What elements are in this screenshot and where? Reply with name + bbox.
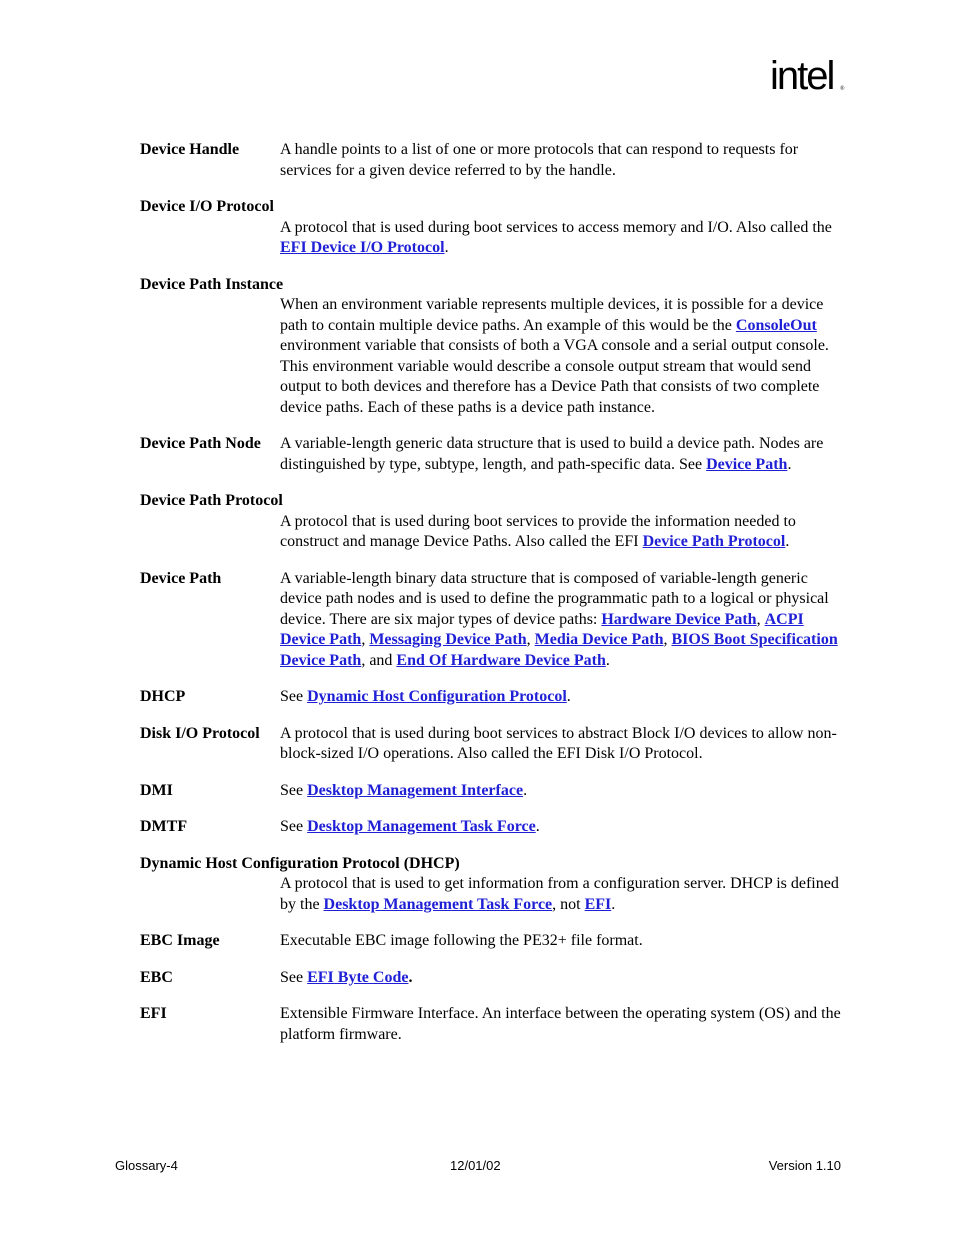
definition-text: , and xyxy=(361,651,397,669)
definition-text: . xyxy=(444,239,449,256)
definition-text: . xyxy=(611,895,616,913)
glossary-entry xyxy=(140,781,845,802)
definition-text: See xyxy=(280,688,308,705)
glossary-term: Device Path Node xyxy=(140,435,261,452)
glossary-entry xyxy=(140,275,845,419)
glossary-term: Device Path xyxy=(140,569,222,587)
glossary-entry xyxy=(140,569,845,672)
cross-reference-link[interactable]: Messaging Device Path xyxy=(369,631,527,648)
definition-text: A variable-length binary data structure that is composed of variable-length generic device path nodes and is used to define the programmatic path to a logical or physical device. There are six major types of device paths: xyxy=(280,569,829,628)
cross-reference-link[interactable]: Desktop Management Interface xyxy=(307,781,524,799)
definition-text: , xyxy=(663,631,672,648)
glossary-term: EBC xyxy=(140,968,173,986)
glossary-term: Device I/O Protocol xyxy=(140,198,274,215)
definition-text: . xyxy=(787,455,792,473)
definition-text: A protocol that is used during boot services to provide the information needed to construct and manage Device Paths. Also called the EFI xyxy=(280,512,796,550)
glossary-entry xyxy=(140,854,845,916)
glossary-entry xyxy=(140,1004,845,1045)
definition-text: . xyxy=(523,781,528,799)
glossary-term: DHCP xyxy=(140,688,186,705)
definition-text: , xyxy=(361,631,370,648)
glossary-definition xyxy=(280,724,845,765)
cross-reference-link[interactable]: Media Device Path xyxy=(534,631,664,648)
glossary-definition xyxy=(280,218,845,259)
footer-date: 12/01/02 xyxy=(450,1158,501,1173)
definition-text: , not xyxy=(552,895,585,913)
glossary-definition xyxy=(280,569,845,672)
cross-reference-link[interactable]: Device Path Protocol xyxy=(642,533,786,550)
glossary-entry xyxy=(140,817,845,838)
cross-reference-link[interactable]: Desktop Management Task Force xyxy=(323,895,553,913)
definition-text: . xyxy=(408,968,413,986)
definition-text: . xyxy=(535,818,540,835)
glossary-term: DMTF xyxy=(140,818,188,835)
glossary-definition xyxy=(280,781,845,802)
definition-text: A protocol that is used during boot services to abstract Block I/O devices to allow non-block-sized I/O operations. Also called the EFI Disk I/O Protocol. xyxy=(280,724,837,762)
glossary-definition xyxy=(280,1004,845,1045)
cross-reference-link[interactable]: ACPI Device Path xyxy=(280,610,804,648)
registered-mark: ® xyxy=(840,86,845,92)
definition-text: See xyxy=(280,968,308,986)
cross-reference-link[interactable]: EFI Byte Code xyxy=(307,968,409,986)
cross-reference-link[interactable]: Desktop Management Task Force xyxy=(307,818,536,835)
glossary-term: EFI xyxy=(140,1005,167,1022)
definition-text: . xyxy=(785,533,790,550)
cross-reference-link[interactable]: EFI xyxy=(584,895,612,913)
cross-reference-link[interactable]: ConsoleOut xyxy=(735,316,817,334)
glossary-definition xyxy=(280,687,845,708)
definition-text: , xyxy=(756,610,765,628)
cross-reference-link[interactable]: EFI Device I/O Protocol xyxy=(280,239,445,256)
definition-text: . xyxy=(566,688,571,705)
glossary-entry xyxy=(140,197,845,259)
definition-text: A handle points to a list of one or more protocols that can respond to requests for services for a given device referred to by the handle. xyxy=(280,141,799,179)
glossary-term: EBC Image xyxy=(140,932,220,949)
definition-text: Extensible Firmware Interface. An interface between the operating system (OS) and the platform firmware. xyxy=(280,1005,841,1043)
cross-reference-link[interactable]: Device Path xyxy=(706,455,788,473)
cross-reference-link[interactable]: Hardware Device Path xyxy=(601,610,757,628)
definition-text: A protocol that is used to get information from a configuration server. DHCP is defined by the xyxy=(280,875,839,913)
cross-reference-link[interactable]: BIOS Boot Specification Device Path xyxy=(280,631,838,669)
glossary-entry xyxy=(140,434,845,475)
intel-logo xyxy=(770,56,850,106)
glossary-term: DMI xyxy=(140,781,173,799)
definition-text: . xyxy=(605,651,610,669)
definition-text: A protocol that is used during boot services to access memory and I/O. Also called the xyxy=(280,218,832,236)
cross-reference-link[interactable]: Dynamic Host Configuration Protocol xyxy=(307,688,567,705)
glossary-definition xyxy=(280,140,845,181)
definition-text: , xyxy=(526,631,535,648)
glossary-definition xyxy=(280,434,845,475)
glossary-term: Device Path Instance xyxy=(140,275,284,293)
logo-text: intel xyxy=(770,54,834,98)
glossary-entry xyxy=(140,140,845,181)
glossary-definition xyxy=(280,817,845,838)
glossary-entry xyxy=(140,491,845,553)
glossary-definition xyxy=(280,931,845,952)
glossary-entry xyxy=(140,931,845,952)
glossary-entry xyxy=(140,687,845,708)
definition-text: environment variable that consists of both a VGA console and a serial output console. This environment variable would describe a console output stream that would send output to both devices and therefore has a Device Path that consists of two complete device paths. Each of these paths is a device path instance. xyxy=(280,337,829,416)
footer-page-label: Glossary-4 xyxy=(115,1158,178,1173)
definition-text: See xyxy=(280,818,308,835)
glossary-term: Device Handle xyxy=(140,141,240,158)
definition-text: A variable-length generic data structure that is used to build a device path. Nodes are distinguished by type, subtype, length, and path-specific data. See xyxy=(280,435,824,473)
footer-version: Version 1.10 xyxy=(768,1158,841,1173)
glossary-entry xyxy=(140,968,845,989)
glossary-definition xyxy=(280,874,845,915)
glossary-entries xyxy=(140,140,845,1061)
glossary-term: Device Path Protocol xyxy=(140,492,283,509)
definition-text: See xyxy=(280,781,308,799)
glossary-definition xyxy=(280,295,845,418)
definition-text: When an environment variable represents multiple devices, it is possible for a device path to contain multiple device paths. An example of this would be the xyxy=(280,296,824,334)
glossary-definition xyxy=(280,512,845,553)
cross-reference-link[interactable]: End Of Hardware Device Path xyxy=(396,651,606,669)
glossary-term: Disk I/O Protocol xyxy=(140,724,260,742)
definition-text: Executable EBC image following the PE32+ file format. xyxy=(280,932,643,949)
glossary-entry xyxy=(140,724,845,765)
glossary-term: Dynamic Host Configuration Protocol (DHCP) xyxy=(140,854,460,872)
glossary-definition xyxy=(280,968,845,989)
